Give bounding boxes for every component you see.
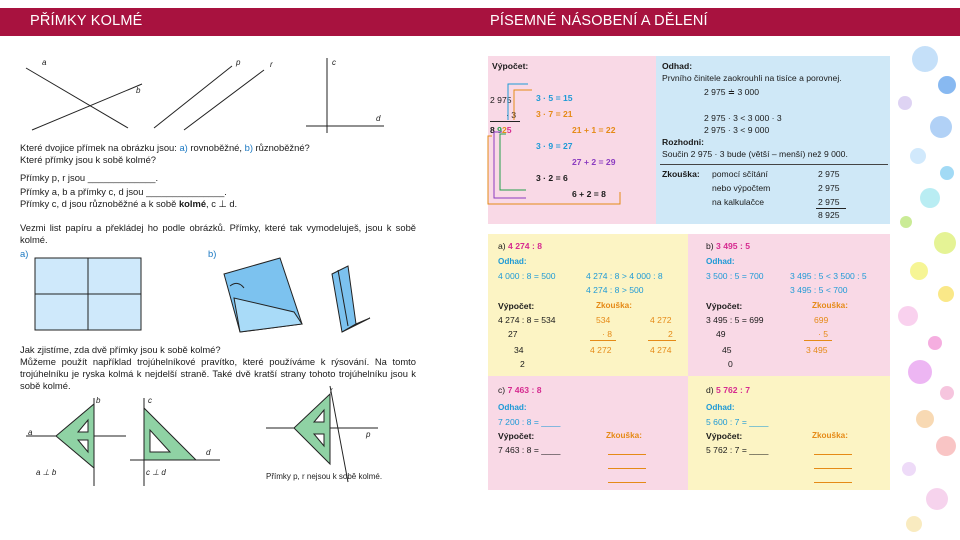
box-a-z2c: 4 274 — [650, 345, 672, 355]
label-p: p — [236, 58, 241, 67]
box-a-odhad-1: 4 000 : 8 = 500 — [498, 271, 556, 281]
step-4: 3 · 9 = 27 — [536, 141, 573, 151]
box-c-title: c) 7 463 : 8 — [498, 385, 542, 395]
box-b-z1a: 699 — [814, 315, 829, 325]
box-b-title: b) 3 495 : 5 — [706, 241, 750, 251]
line-figures — [14, 48, 414, 138]
bubble-decoration — [890, 36, 960, 540]
box-c-odhad: Odhad: — [498, 403, 527, 412]
box-a-z1b: · 8 — [602, 329, 613, 339]
step-1: 3 · 5 = 15 — [536, 93, 573, 103]
zkouska-line-3: na kalkulačce — [712, 197, 765, 207]
line-p — [154, 66, 232, 128]
mult-n1: 2 975 — [490, 95, 512, 105]
box-a-rem-1: 27 — [508, 329, 518, 339]
odhad-line-1: 2 975 ≐ 3 000 — [704, 87, 759, 97]
box-b-zkouska: Zkouška: — [812, 301, 848, 310]
box-a-calc: 4 274 : 8 = 534 — [498, 315, 556, 325]
question-1: Které dvojice přímek na obrázku jsou: a) rovnoběžné, b) různoběžné? — [20, 142, 310, 153]
label-a: a — [42, 58, 47, 67]
odhad-line-2: 2 975 · 3 < 3 000 · 3 — [704, 113, 782, 123]
label-fig-b: b) — [208, 248, 217, 259]
zk-n2: 2 975 — [818, 183, 840, 193]
box-b-odhad-3: 3 495 : 5 < 700 — [790, 285, 848, 295]
left-panel — [14, 40, 470, 540]
header-bar — [0, 8, 960, 36]
box-d-vypocet: Výpočet: — [706, 431, 743, 441]
box-b-odhad-2: 3 495 : 5 < 3 500 : 5 — [790, 271, 867, 281]
fig2-label-c: c — [148, 396, 152, 405]
vypocet-label: Výpočet: — [492, 61, 529, 71]
box-b-calc: 3 495 : 5 = 699 — [706, 315, 764, 325]
folded-paper-a — [34, 256, 144, 336]
step-3: 21 + 1 = 22 — [572, 125, 616, 135]
left-title: PŘÍMKY KOLMÉ — [30, 13, 143, 29]
zkouska-line-1: pomocí sčítání — [712, 169, 768, 179]
label-fig-a: a) — [20, 248, 29, 259]
box-a-odhad-2: 4 274 : 8 > 4 000 : 8 — [586, 271, 663, 281]
explain-text: Můžeme použít například trojúhelníkové pravítko, které používáme k rýsování. Na tomto trojúhelníku je ryska kolmá k nejdelší straně. Také dvě kratší strany tohoto trojúhelníku jsou k sobě kolmé. — [20, 356, 416, 391]
line-r — [184, 70, 264, 130]
box-c-zkouska: Zkouška: — [606, 431, 642, 440]
answer-3: Přímky c, d jsou různoběžné a k sobě kolmé, c ⊥ d. — [20, 198, 238, 209]
fig3-label-p: p — [366, 430, 371, 439]
question-2: Které přímky jsou k sobě kolmé? — [20, 154, 156, 165]
line-b — [32, 84, 142, 130]
box-c-calc: 7 463 : 8 = ____ — [498, 445, 561, 455]
box-a-odhad: Odhad: — [498, 257, 527, 266]
box-a-z1a: 534 — [596, 315, 611, 325]
odhad-title: Odhad: — [662, 61, 693, 71]
box-a-z2b: 2 — [668, 329, 673, 339]
answer-1: Přímky p, r jsou _____________. — [20, 172, 159, 183]
box-b-z1b: · 5 — [818, 329, 829, 339]
label-b: b — [136, 86, 141, 95]
label-d: d — [376, 114, 381, 123]
fig2-caption: c ⊥ d — [146, 468, 166, 477]
folded-paper-b — [220, 252, 380, 342]
odhad-text: Prvního činitele zaokrouhli na tisíce a porovnej. — [662, 73, 842, 83]
right-title: PÍSEMNÉ NÁSOBENÍ A DĚLENÍ — [490, 13, 708, 29]
box-a-z2a: 4 272 — [650, 315, 672, 325]
box-a-rem-2: 34 — [514, 345, 524, 355]
step-7: 6 + 2 = 8 — [572, 189, 606, 199]
fig3-caption: Přímky p, r nejsou k sobě kolmé. — [266, 472, 383, 481]
box-d-zkouska: Zkouška: — [812, 431, 848, 440]
box-a-odhad-3: 4 274 : 8 > 500 — [586, 285, 644, 295]
triangle-figure-2 — [130, 396, 230, 488]
zkouska-title: Zkouška: — [662, 169, 700, 179]
zkouska-line-2: nebo výpočtem — [712, 183, 771, 193]
box-d-title: d) 5 762 : 7 — [706, 385, 750, 395]
step-5: 27 + 2 = 29 — [572, 157, 616, 167]
box-d-odhad: Odhad: — [706, 403, 735, 412]
box-d-odhad-1: 5 600 : 7 = ____ — [706, 417, 769, 427]
box-b-rem-2: 45 — [722, 345, 732, 355]
task-text: Vezmi list papíru a překládej ho podle obrázků. Přímky, které tak vymodeluješ, jsou k sobě kolmé. — [20, 222, 416, 245]
box-b-vypocet: Výpočet: — [706, 301, 743, 311]
box-b-rem-1: 49 — [716, 329, 726, 339]
answer-2: Přímky a, b a přímky c, d jsou _______________. — [20, 186, 227, 197]
box-d-calc: 5 762 : 7 = ____ — [706, 445, 769, 455]
box-c-odhad-1: 7 200 : 8 = ____ — [498, 417, 561, 427]
zk-n3: 2 975 — [818, 197, 840, 207]
rozhodni-text: Součin 2 975 · 3 bude (větší – menší) než 9 000. — [662, 149, 848, 159]
odhad-line-3: 2 975 · 3 < 9 000 — [704, 125, 770, 135]
box-a-zkouska: Zkouška: — [596, 301, 632, 310]
box-a-rem-3: 2 — [520, 359, 525, 369]
fig1-label-a: a — [28, 428, 33, 437]
box-a-title: a) 4 274 : 8 — [498, 241, 542, 251]
step-6: 3 · 2 = 6 — [536, 173, 568, 183]
rozhodni-title: Rozhodni: — [662, 137, 704, 147]
step-2: 3 · 7 = 21 — [536, 109, 573, 119]
mult-n2: · 3 — [506, 110, 517, 120]
zk-sum: 8 925 — [818, 210, 840, 220]
box-b-odhad: Odhad: — [706, 257, 735, 266]
box-b-odhad-1: 3 500 : 5 = 700 — [706, 271, 764, 281]
question-3: Jak zjistíme, zda dvě přímky jsou k sobě kolmé? — [20, 344, 221, 355]
box-b-z1c: 3 495 — [806, 345, 828, 355]
line-a — [26, 68, 128, 128]
box-c-vypocet: Výpočet: — [498, 431, 535, 441]
mult-result: 8 925 — [490, 125, 512, 135]
zk-n1: 2 975 — [818, 169, 840, 179]
fig1-caption: a ⊥ b — [36, 468, 57, 477]
label-c: c — [332, 58, 336, 67]
box-a-vypocet: Výpočet: — [498, 301, 535, 311]
label-r: r — [270, 60, 273, 69]
fig2-label-d: d — [206, 448, 211, 457]
box-b-rem-3: 0 — [728, 359, 733, 369]
fig3-label-r: r — [330, 386, 333, 395]
fig1-label-b: b — [96, 396, 101, 405]
box-a-z1c: 4 272 — [590, 345, 612, 355]
